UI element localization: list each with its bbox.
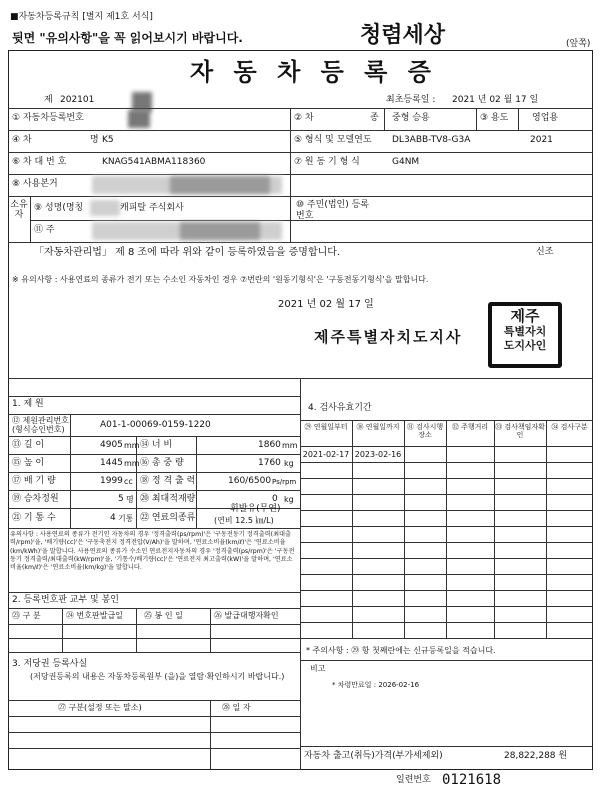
seating-value: 5 (118, 494, 124, 504)
rule (8, 152, 593, 153)
seating-label: ⑲ 승차정원 (12, 494, 59, 504)
sec4-header-cell: ㉛ 검사시행장소 (406, 423, 444, 440)
rule (8, 528, 300, 529)
redaction-block (128, 110, 150, 128)
rule (300, 660, 593, 661)
sec2-header-type: ㉓ 구 분 (12, 611, 41, 620)
height-value: 1445 (100, 458, 123, 468)
rule (300, 446, 593, 447)
rated-output-unit: Ps/rpm (272, 478, 297, 486)
rule (8, 436, 300, 437)
usage-value: 영업용 (532, 113, 559, 123)
width-value: 1860 (258, 440, 281, 450)
serial-label: 일련번호 (396, 775, 431, 785)
rule (384, 108, 385, 130)
redaction-block (170, 176, 270, 194)
first-reg-date: 2021 년 02 월 17 일 (452, 95, 539, 105)
rule (300, 542, 593, 543)
car-name-label2: 명 (90, 135, 99, 145)
serial-number: 0121618 (442, 772, 502, 788)
rule (518, 108, 519, 130)
model-year-value: 2021 (530, 135, 553, 145)
price-value: 28,822,288 원 (504, 751, 568, 761)
rule (300, 526, 593, 527)
car-name-value: K5 (102, 135, 114, 145)
rule (300, 558, 593, 559)
max-load-unit: kg (284, 495, 294, 504)
usage-label: ③ 용도 (480, 113, 509, 123)
spec-caution: 유의사항 : 사용연료의 종류가 전기인 자동차의 경우 '정격출력(ps/rpm)'은 '구동전동기 정격출력(최대출력/rpm)'을, '배기량(cc)'은 '구동축전지 정격전압(V/Ah)'을 말하며, '연료소비율(km/ℓ)'은 '연료소비율(km/kWh)'을 말합니다. 사용연료의 종류가 수소인 연료전지자동차의 경우 '정격출력(ps/rpm)'은 '구동전동기 정격출력/최대출력(kW/rpm)'을, '기통수/배기량(cc)'은 '연료전지 최고출력(kW)'을 말하며, '연료소비율(km/ℓ)'은 '연료소비율(km/kg)'을 말합니다. (10, 531, 295, 572)
gross-weight-unit: kg (284, 459, 294, 468)
length-value: 4905 (100, 440, 123, 450)
sec4-header-cell: ㉝ 검사책임자확인 (495, 423, 545, 440)
seal-line: 제주 (510, 307, 540, 325)
owner-label: 소유자 (10, 200, 28, 221)
rule (30, 196, 31, 242)
issue-date: 2021 년 02 월 17 일 (278, 299, 374, 310)
rule (8, 490, 300, 491)
rule (8, 592, 300, 593)
official-seal (488, 302, 562, 368)
cylinders-label: ㉑ 기 통 수 (12, 513, 56, 523)
rule (8, 242, 593, 243)
rated-output-label: ⑱ 정 격 출 력 (140, 476, 196, 486)
base-location-label: ⑧ 사용본거 (12, 179, 58, 189)
rule (300, 462, 593, 463)
registration-kind: 신조 (536, 247, 554, 257)
rule (290, 196, 291, 242)
fuel-type-label: ㉒ 연료의종류 (140, 513, 196, 523)
rule (210, 608, 211, 652)
rule (8, 196, 593, 197)
cert-no-value: 202101 (60, 95, 95, 105)
rule (136, 608, 137, 652)
rule (300, 574, 593, 575)
rule (8, 130, 593, 131)
owner-address-label: ⑪ 주 (34, 225, 55, 235)
rule (8, 472, 300, 473)
sec2-title: 2. 등록번호판 교부 및 봉인 (12, 595, 119, 605)
redaction-block (90, 200, 120, 216)
sec4-header-cell: ㉚ 연월일까지 (356, 423, 400, 431)
model-label: ⑤ 형식 및 모델연도 (294, 135, 372, 145)
rule (62, 608, 63, 652)
rated-output-value: 160/6500 (228, 476, 272, 486)
gross-weight-label: ⑯ 총 중 량 (140, 458, 184, 468)
sec4-data-cell: 2023-02-16 (354, 450, 402, 459)
first-reg-label: 최초등록일 : (386, 95, 436, 105)
price-label: 자동차 출고(취득)가격(부가세제외) (304, 751, 443, 761)
model-value: DL3ABB-TV8-G3A (392, 135, 471, 145)
reg-number-label: ① 자동차등록번호 (12, 113, 84, 123)
rule (8, 414, 300, 415)
seal-line: 도지사인 (503, 339, 547, 352)
rule (8, 732, 300, 733)
vin-value: KNAG541ABMA118360 (102, 157, 206, 167)
rule (210, 700, 211, 770)
rule (476, 108, 477, 130)
sec3-header-kind: ㉗ 구분(설정 또는 말소) (58, 703, 142, 712)
sec4-header-cell: ㉞ 검사구분 (551, 423, 588, 431)
rule (290, 108, 291, 196)
rule (8, 748, 300, 749)
rule (8, 454, 300, 455)
height-unit: mm (124, 459, 140, 468)
notice-text: 뒷면 "유의사항"을 꼭 읽어보시기 바랍니다. (12, 31, 243, 45)
rule (8, 608, 300, 609)
rule (8, 108, 593, 109)
length-unit: mm (124, 441, 140, 450)
cylinders-unit: 기통 (118, 514, 134, 523)
engine-type-label: ⑦ 원 동 기 형 식 (294, 157, 360, 167)
sec3-desc: (저당권등록의 내용은 자동차등록원부 (을)을 열람·확인하시기 바랍니다.) (30, 672, 285, 681)
rule (300, 622, 593, 623)
owner-name-label: ⑨ 성명(명칭 (34, 203, 84, 213)
rule (300, 638, 593, 639)
rule (300, 510, 593, 511)
integrity-logo: 청렴세상 (360, 22, 446, 48)
issuer-name: 제주특별자치도지사 (314, 328, 463, 346)
displacement-unit: cc (124, 477, 133, 486)
seating-unit: 명 (126, 495, 134, 504)
rule (8, 624, 300, 625)
mgmt-no-label: ⑫ 제원관리번호 (형식승인번호) (12, 416, 69, 434)
sec2-header-seal-date: ㉕ 봉 인 일 (144, 611, 183, 620)
rule (8, 638, 300, 639)
fuel-efficiency-value: (연비 12.5 ㎞/L) (214, 516, 274, 525)
rule (300, 606, 593, 607)
length-label: ⑬ 길 이 (12, 440, 45, 450)
vin-label: ⑥ 차 대 번 호 (12, 157, 67, 167)
max-load-label: ⑳ 최대적재량 (140, 494, 196, 504)
vehicle-age-expiry: * 차령만료일 : 2026-02-16 (332, 681, 420, 689)
seal-line: 특별자치 (503, 325, 547, 338)
gross-weight-value: 1760 (258, 458, 281, 468)
rule (8, 652, 300, 653)
sec4-caution: * 주의사항 : ㉙ 항 첫째란에는 신규등록일을 적습니다. (306, 646, 496, 655)
displacement-value: 1999 (100, 476, 123, 486)
vehicle-type-label: ② 차 (294, 113, 314, 123)
cert-no-label: 제 (44, 95, 53, 105)
vehicle-type-value: 중형 승용 (392, 113, 430, 123)
rule (8, 716, 300, 717)
rule (300, 590, 593, 591)
rule (300, 478, 593, 479)
sec2-header-plate-date: ㉔ 번호판발급일 (66, 611, 123, 620)
engine-type-value: G4NM (392, 157, 420, 167)
redaction-block (132, 92, 152, 112)
width-unit: mm (282, 441, 298, 450)
cylinders-value: 4 (110, 513, 116, 523)
owner-name-value: 캐피탈 주식회사 (120, 203, 184, 213)
height-label: ⑮ 높 이 (12, 458, 45, 468)
width-label: ⑭ 너 비 (140, 440, 173, 450)
rule (300, 746, 593, 747)
max-load-value: 0 (272, 494, 278, 504)
sec4-header-cell: ㉜ 주행거리 (451, 423, 489, 431)
car-name-label: ④ 차 (12, 135, 32, 145)
rule (196, 436, 197, 528)
displacement-label: ⑰ 배 기 량 (12, 476, 56, 486)
rule (8, 700, 300, 701)
rule (70, 414, 71, 528)
sec4-title: 4. 검사유효기간 (308, 403, 372, 413)
sec3-title: 3. 저당권 등록사실 (12, 659, 88, 669)
sec3-header-date: ㉘ 일 자 (222, 703, 251, 712)
rule (8, 396, 300, 397)
sec1-title: 1. 제 원 (12, 399, 44, 409)
declaration: 「자동차관리법」 제 8 조에 따라 위와 같이 등록하였음을 증명합니다. (34, 247, 341, 258)
sec4-header-cell: ㉙ 연월일부터 (304, 423, 348, 431)
remarks-label: 비고 (310, 664, 326, 673)
sec4-data-cell: 2021-02-17 (302, 450, 350, 459)
form-reference: ■자동차등록규칙 [별지 제1호 서식] (10, 12, 153, 22)
page-side-label: (앞쪽) (566, 39, 591, 49)
redaction-block (180, 222, 260, 240)
mgmt-no-value: A01-1-00069-0159-1220 (100, 420, 211, 430)
sec2-header-agent: ㉖ 발급대행자확인 (214, 611, 279, 620)
rule (300, 494, 593, 495)
rule (8, 174, 593, 175)
document-title: 자 동 차 등 록 증 (190, 57, 437, 86)
vehicle-type-label2: 종 (370, 113, 379, 123)
caution-note: ※ 유의사항 : 사용연료의 종류가 전기 또는 수소인 자동차인 경우 ⑦번란의 '원동기형식'은 '구동전동기형식'을 말합니다. (12, 275, 429, 284)
owner-id-label: ⑩ 주민(법인) 등록번호 (296, 200, 369, 221)
fuel-type-value: 휘발유(무연) (230, 504, 281, 514)
